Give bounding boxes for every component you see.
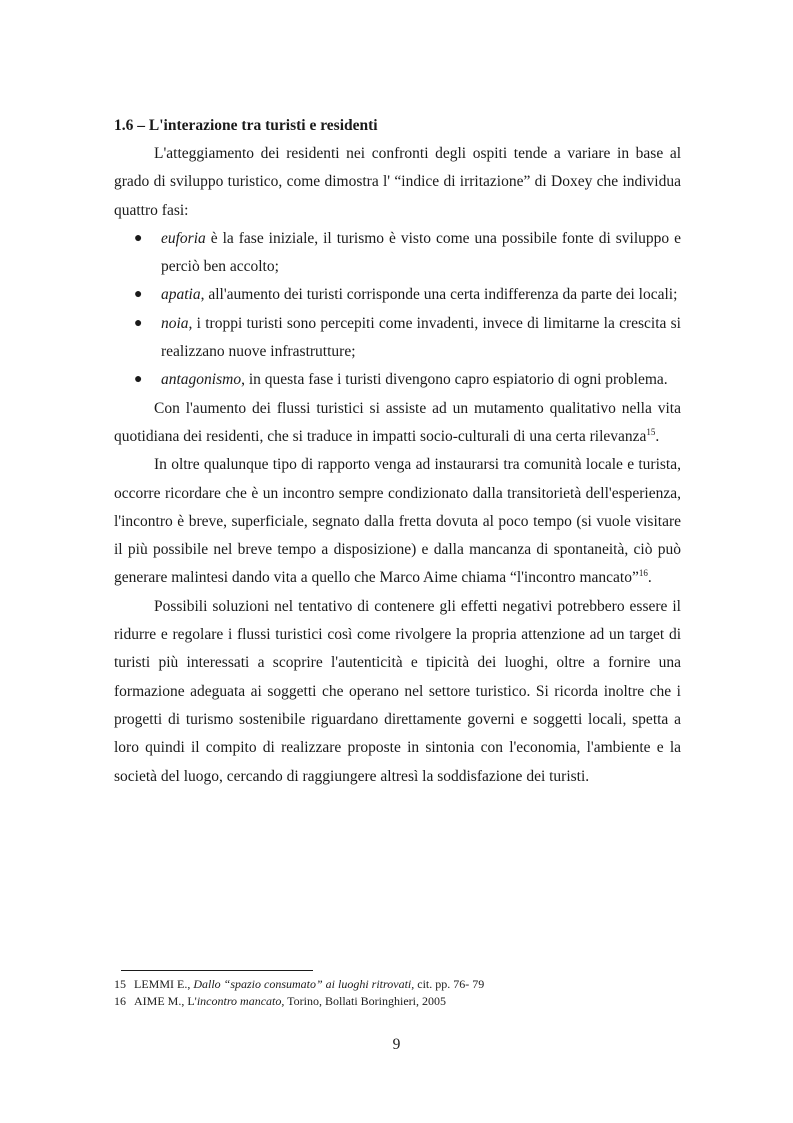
footnote-author: LEMMI E., [134, 977, 194, 991]
phase-term: euforia [161, 229, 206, 247]
bullet-icon: ● [134, 315, 143, 331]
footnote-16 [114, 993, 681, 1010]
intro-paragraph: L'atteggiamento dei residenti nei confronti degli ospiti tende a variare in base al grado di sviluppo turistico, come dimostra l' “indice di irritazione” di Doxey che individua quattro fasi: [114, 145, 681, 219]
phase-description: , all'aumento dei turisti corrisponde una certa indifferenza da parte dei locali; [200, 286, 678, 304]
doxey-phases-list [114, 225, 681, 395]
phase-term: apatia [161, 286, 201, 304]
footnote-separator [121, 970, 313, 971]
footnotes [114, 976, 681, 1010]
paragraph-text: Con l'aumento dei flussi turistici si assiste ad un mutamento qualitativo nella vita quotidiana dei residenti, che si traduce in impatti socio-culturali di una certa rilevanza [114, 399, 681, 445]
bullet-icon: ● [134, 230, 143, 246]
footnote-details: Torino, Bollati Boringhieri, 2005 [284, 994, 446, 1008]
footnote-number: 16 [114, 994, 126, 1008]
list-item [114, 281, 681, 309]
phase-term: antagonismo [161, 371, 242, 389]
list-item [114, 366, 681, 394]
footnote-title: Dallo “spazio consumato” ai luoghi ritrovati, [193, 977, 415, 991]
bullet-icon: ● [134, 372, 143, 388]
paragraph-end: . [647, 569, 652, 587]
phase-description: è la fase iniziale, il turismo è visto come una possibile fonte di sviluppo e perciò ben accolto; [161, 229, 681, 276]
phase-term: noia, [161, 314, 193, 332]
footnote-ref-15[interactable]: 15 [646, 426, 656, 437]
body-paragraph-2 [114, 395, 681, 452]
phase-description: i troppi turisti sono percepiti come invadenti, invece di limitarne la crescita si realizzano nuove infrastrutture; [161, 314, 681, 361]
section-heading: 1.6 – L'interazione tra turisti e residenti [114, 117, 378, 134]
phase-description: , in questa fase i turisti divengono capro espiatorio di ogni problema. [241, 371, 668, 389]
footnote-title: incontro mancato, [196, 994, 285, 1008]
footnote-15 [114, 976, 681, 993]
footnote-author: AIME M., L' [134, 994, 197, 1008]
list-item [114, 310, 681, 367]
footnote-details: cit. pp. 76- 79 [414, 977, 485, 991]
page-body [114, 112, 681, 791]
paragraph-end: . [655, 427, 660, 445]
paragraph-text: In oltre qualunque tipo di rapporto venga ad instaurarsi tra comunità locale e turista, occorre ricordare che è un incontro sempre condizionato dalla transitorietà dell'esperienza, l'incontro è breve, superficiale, segnato dalla fretta dovuta al poco tempo (si vuole visitare il più possibile nel breve tempo a disposizione) e dalla mancanza di spontaneità, ciò può generare malintesi dando vita a quello che Marco Aime chiama “l'incontro mancato” [114, 456, 681, 587]
body-paragraph-3 [114, 451, 681, 592]
footnote-ref-16[interactable]: 16 [638, 568, 648, 579]
footnote-number: 15 [114, 977, 126, 991]
page-number: 9 [392, 1036, 401, 1053]
body-paragraph-4: Possibili soluzioni nel tentativo di contenere gli effetti negativi potrebbero essere il ridurre e regolare i flussi turistici così come rivolgere la propria attenzione ad un target di turisti più interessati a scoprire l'autenticità e tipicità dei luoghi, oltre a fornire una formazione adeguata ai soggetti che operano nel settore turistico. Si ricorda inoltre che i progetti di turismo sostenibile riguardano direttamente governi e soggetti locali, spetta a loro quindi il compito di realizzare proposte in sintonia con l'economia, l'ambiente e la società del luogo, cercando di raggiungere altresì la soddisfazione dei turisti. [114, 597, 681, 785]
bullet-icon: ● [134, 287, 143, 303]
list-item [114, 225, 681, 282]
